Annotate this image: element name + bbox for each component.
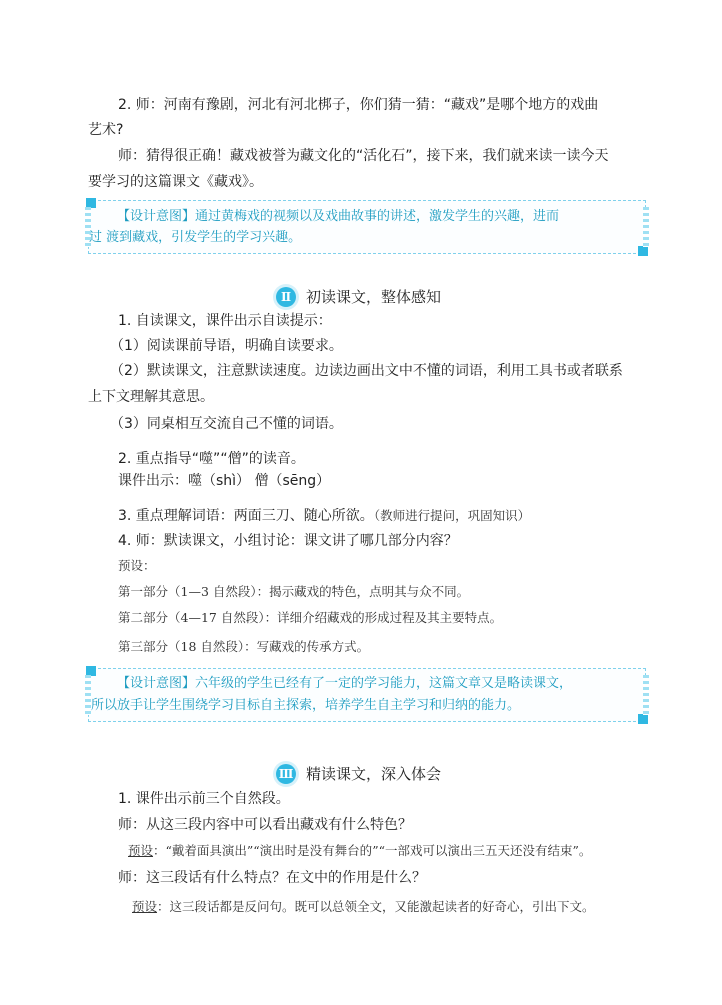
note-line: 【设计意图】六年级的学生已经有了一定的学习能力，这篇文章又是略读课文，: [117, 676, 573, 691]
part-3: 第三部分（18 自然段）：写藏戏的传承方式。: [118, 639, 370, 654]
answer-text: ：“戴着面具演出”“演出时是没有舞台的”“一部戏可以演出三五天还没有结束”。: [153, 843, 592, 858]
s3-question-1: 师：从这三段内容中可以看出藏戏有什么特色？: [118, 817, 412, 833]
paragraph-line2: 要学习的这篇课文《藏戏》。: [88, 174, 263, 190]
item-1-sub-2-line2: 上下文理解其意思。: [88, 389, 214, 405]
question-2-line1: 2. 师：河南有豫剧，河北有河北梆子，你们猜一猜：“藏戏”是哪个地方的戏曲: [118, 97, 599, 113]
design-intent-note-1: [88, 200, 646, 254]
answer-text: ：这三段话都是反问句。既可以总领全文，又能激起读者的好奇心，引出下文。: [157, 899, 595, 914]
item-3-teacher-note: （教师进行提问，巩固知识）: [373, 508, 531, 523]
item-1: 1. 自读课文，课件出示自读提示：: [118, 313, 332, 329]
preset-label: 预设：: [118, 558, 156, 573]
section-number-badge: Ⅱ: [276, 287, 296, 307]
item-3-text: 3. 重点理解词语：两面三刀、随心所欲。: [118, 508, 374, 524]
note-line: 所以放手让学生围绕学习目标自主探索，培养学生自主学习和归纳的能力。: [91, 698, 521, 713]
s3-answer-2: [132, 897, 595, 917]
item-2-courseware: 课件出示：噬（shì） 僧（sēng）: [118, 473, 331, 489]
item-4: 4. 师：默读课文，小组讨论：课文讲了哪几部分内容？: [118, 533, 458, 549]
s3-question-2: 师：这三段话有什么特点？在文中的作用是什么？: [118, 870, 426, 886]
note-corner: [638, 714, 648, 724]
item-1-sub-2-line1: （2）默读课文，注意默读速度。边读边画出文中不懂的词语，利用工具书或者联系: [110, 363, 623, 379]
part-2: 第二部分（4—17 自然段）：详细介绍藏戏的形成过程及其主要特点。: [118, 610, 503, 625]
item-3: [118, 506, 530, 526]
note-edge-stripe: [643, 207, 649, 247]
section-2-header: [276, 286, 441, 307]
note-edge-stripe: [643, 675, 649, 715]
item-2: 2. 重点指导“噬”“僧”的读音。: [118, 451, 305, 467]
design-intent-note-2: [88, 668, 646, 722]
section-number-badge: Ⅲ: [276, 764, 296, 784]
paragraph-line1: 师：猜得很正确！藏戏被誉为藏文化的“活化石”，接下来，我们就来读一读今天: [118, 148, 609, 164]
s3-item-1: 1. 课件出示前三个自然段。: [118, 791, 290, 807]
question-2-line2: 艺术?: [88, 122, 124, 138]
note-line: 过 渡到藏戏，引发学生的学习兴趣。: [89, 230, 302, 245]
part-1: 第一部分（1—3 自然段）：揭示藏戏的特色，点明其与众不同。: [118, 584, 470, 599]
preset-label: 预设: [132, 899, 158, 914]
item-1-sub-3: （3）同桌相互交流自己不懂的词语。: [110, 416, 343, 432]
preset-label: 预设: [128, 843, 154, 858]
note-line: 【设计意图】通过黄梅戏的视频以及戏曲故事的讲述，激发学生的兴趣，进而: [117, 209, 560, 224]
section-title: 初读课文，整体感知: [306, 288, 442, 306]
section-title: 精读课文，深入体会: [306, 765, 442, 783]
item-1-sub-1: （1）阅读课前导语，明确自读要求。: [110, 338, 343, 354]
note-corner: [638, 246, 648, 256]
section-3-header: [276, 763, 441, 784]
s3-answer-1: [128, 841, 591, 861]
